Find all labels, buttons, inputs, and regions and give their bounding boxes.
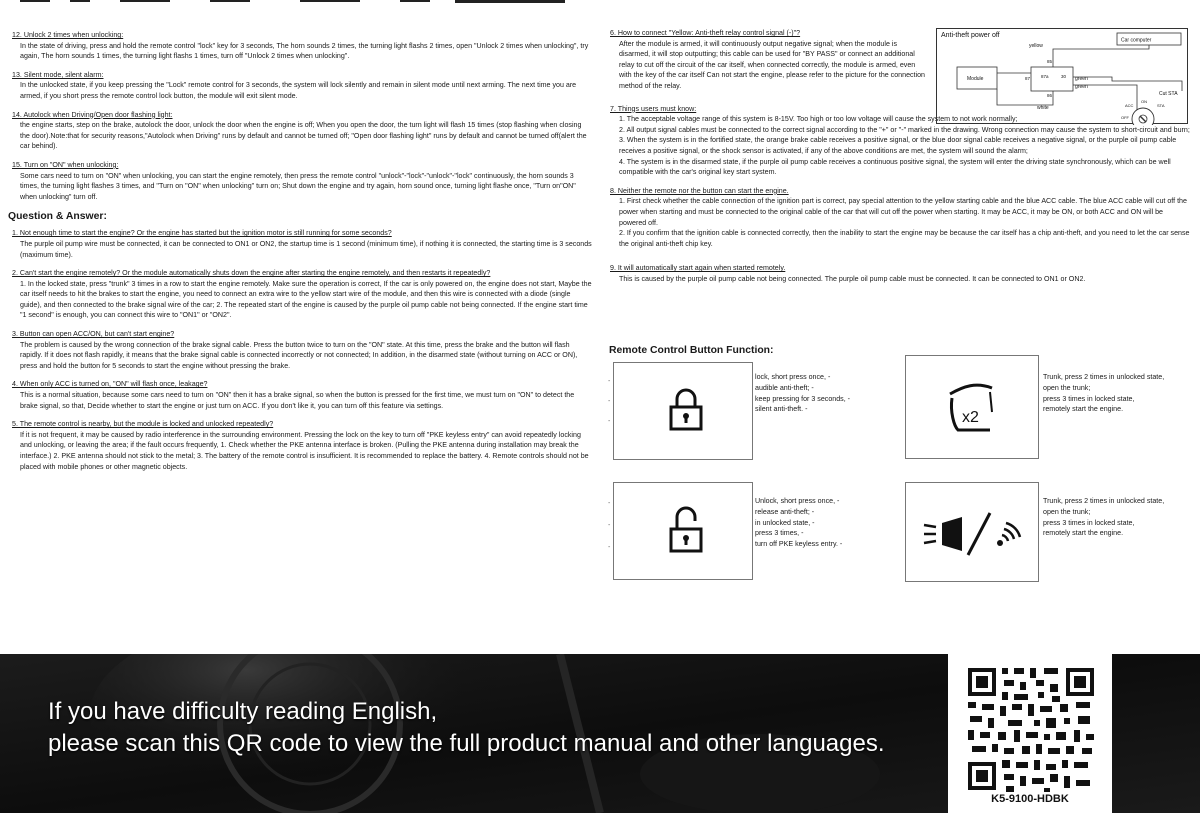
footer-line-1: If you have difficulty reading English, bbox=[48, 698, 438, 725]
item-body: the engine starts, step on the brake, autolock the door, unlock the door when the engine is off; When you open the door, the turn light will flash 15 times (stop flashing when closing the door).Note:that for security reasons,"Autolock when Driving" runs by default and cannot be turned off; "Open door flashing light" runs by default and cannot be turned off(alert the car behind). bbox=[20, 121, 587, 151]
footer-banner bbox=[0, 654, 1200, 813]
qa-answer: The purple oil pump wire must be connected, it can be connected to ON1 or ON2, the startup time is 1 second (minimum time), if nothing it is connected, the starting time is 3 seconds (maximum time). bbox=[20, 239, 592, 259]
x2-label: x2 bbox=[962, 409, 979, 426]
instruction-item-9 bbox=[610, 263, 1190, 284]
white-wire-label: white bbox=[1037, 105, 1049, 111]
panel-dash: - bbox=[608, 398, 611, 405]
item-heading: 15. Turn on "ON" when unlocking: bbox=[12, 160, 119, 169]
cropped-header-strip bbox=[0, 0, 1200, 6]
lock-icon bbox=[666, 387, 706, 433]
panel-dash: - bbox=[608, 418, 611, 425]
item-heading: 8. Neither the remote nor the button can start the engine. bbox=[610, 186, 789, 195]
pin-86: 86 bbox=[1047, 93, 1053, 98]
yellow-wire-label: yellow bbox=[1029, 43, 1043, 49]
relay-wiring-diagram bbox=[936, 28, 1188, 124]
module-label: Module bbox=[967, 76, 984, 82]
left-column bbox=[8, 30, 592, 480]
qr-code bbox=[948, 660, 1112, 796]
qa-question: 1. Not enough time to start the engine? Or the engine has started but the ignition motor is still running for some seconds? bbox=[12, 229, 392, 238]
remote-start-icon bbox=[918, 509, 1028, 559]
qa-answer: This is a normal situation, because some cars need to turn on "ON" then it has a brake signal, so when the button is pressed for the first time, we must turn on "ON" to detect the brake signal, so that, Decide whether to start the engine or just turn on ACC. If you don't like it, you can turn off this feature via settings. bbox=[20, 391, 575, 410]
sta-label: STA bbox=[1157, 103, 1165, 108]
qa-item-1 bbox=[12, 228, 592, 260]
qa-answer: If it is not frequent, it may be caused by radio interference in the surrounding environment. Pressing the lock on the key to turn off "PKE keyless entry" can avoid repeatedly locking and unlocking, or leaving the area; if the fault occurs frequently, 1. Check whether the PKE antenna interface is broken. (Pulling the PKE antenna during installation may break the interface.) 2. PKE antenna should not stick to the metal; 3. The battery of the remote control is insufficient. It is recommended to replace the battery. 4. Remote controls should not be placed with mobile phones or other magnetic objects. bbox=[20, 430, 589, 471]
item-body: In the state of driving, press and hold the remote control "lock" key for 3 seconds, The horn sounds 2 times, the turning light flashs 2 times, open "Unlock 2 times when unlocking", try again, The horn sounds 1 times, the turning light flashs 1 times, turn off "Unlock 2 times when unlocking". bbox=[20, 41, 589, 61]
unlock-button-description: Unlock, short press once, - release anti-theft; - in unlocked state, - press 3 times, - turn off PKE keyless entry. - bbox=[755, 497, 843, 549]
trunk-icon bbox=[944, 382, 1004, 438]
item-heading: 9. It will automatically start again when started remotely. bbox=[610, 264, 786, 273]
qa-answer: The problem is caused by the wrong connection of the brake signal cable. Press the button twice to turn on the "ON" state. At this time, press the brake and the button will flash rapidly. If it does not flash rapidly, it means that the brake signal cable is connected incorrectly or not connected; In addition, in the disarmed state (without turning on ACC or ON), press and hold the button for 5 seconds to start the engine without pressing the brake. bbox=[20, 340, 578, 370]
pin-85: 85 bbox=[1047, 59, 1053, 64]
car-computer-label: Car computer bbox=[1121, 37, 1152, 44]
instruction-item-13 bbox=[12, 70, 592, 102]
item-body: Some cars need to turn on "ON" when unlocking, you can start the engine remotely, then press the remote control "unlock"-"lock"-"unlock"-"lock" continuously, the horn sounds 3 times, the turning light flashes 3 times, and "Turn on "ON" when unlocking" turn on; Shut down the engine and try again, horn sound once, turning light flashe once, "Turn on"ON" when unlocking" turn off. bbox=[20, 171, 576, 201]
item-body: After the module is armed, it will continuously output negative signal; when the module is disarmed, it will stop outputting; this cable can be used for "BY PASS" or connect an additional relay to cut off the circuit of the car itself, when connected correctly, the module is armed, even with the key of the car itself Can not start the engine, please refer to the picture for the connection method of the relay. bbox=[619, 39, 925, 90]
trunk-button-panel-1 bbox=[905, 355, 1039, 459]
qa-question: 2. Can't start the engine remotely? Or the module automatically shuts down the engine after starting the engine remotely, and then restarts it repeatedly? bbox=[12, 269, 491, 278]
lock-button-panel bbox=[613, 362, 753, 460]
item-body: 1. First check whether the cable connection of the ignition part is correct, pay special attention to the yellow starting cable and the blue ACC cable. The blue ACC cable will cut off the power when starting and must be connected to the original cable of the car that will cut off the power when starting. It may be ACC, it may be ON, or both ACC and ON will be powered off. 2. If you confirm that the ignition cable is connected correctly, then the inability to start the engine may be because the car itself has a chip anti-theft, and you need to let the car sense the original anti-theft chip key. bbox=[619, 197, 1190, 248]
relay-box bbox=[1031, 67, 1073, 91]
qa-item-3 bbox=[12, 329, 592, 371]
instruction-item-15 bbox=[12, 160, 592, 202]
qa-question: 5. The remote control is nearby, but the module is locked and unlocked repeatedly? bbox=[12, 420, 274, 429]
item-heading: 12. Unlock 2 times when unlocking: bbox=[12, 31, 124, 39]
item-body: 1. The acceptable voltage range of this system is 8-15V. Too high or too low voltage will cause the system to not work normally; 2. All output signal cables must be connected to the correct signal according to the "+" or "-" marked in the drawing. Wrong connection may cause the system to short-circuit and burn; 3. When the system is in the fortified state, the orange brake cable receives a positive signal, or the blue door signal cable receives a negative signal, or the purple oil pump cable receives a positive signal, or the shock sensor is activated, if any of the above conditions are met, the system will sound the alarm; 4. The system is in the disarmed state, if the purple oil pump cable receives a continuous positive signal, the system will enter the driving state synchronously, which can be well compatible with the car's original key start system. bbox=[619, 115, 1190, 177]
product-model-code: K5-9100-HDBK bbox=[991, 793, 1069, 805]
panel-dash: - bbox=[608, 522, 611, 529]
qa-section-title: Question & Answer: bbox=[8, 211, 107, 223]
ignition-switch bbox=[1132, 108, 1154, 125]
acc-label: ACC bbox=[1125, 103, 1134, 108]
item-heading: 6. How to connect "Yellow: Anti-theft relay control signal (-)"? bbox=[610, 29, 801, 37]
pin-87: 87 bbox=[1025, 76, 1031, 81]
green-wire-label-1: green bbox=[1075, 76, 1088, 82]
item-heading: 13. Silent mode, silent alarm: bbox=[12, 70, 104, 79]
qa-question: 3. Button can open ACC/ON, but can't start engine? bbox=[12, 330, 175, 339]
pin-87a: 87a bbox=[1041, 74, 1049, 79]
item-heading: 7. Things users must know: bbox=[610, 104, 697, 113]
lock-button-description: lock, short press once, - audible anti-theft; - keep pressing for 3 seconds, - silent anti-theft. - bbox=[755, 373, 851, 414]
trunk-button-panel-2 bbox=[905, 482, 1039, 582]
qr-code-block bbox=[948, 654, 1112, 813]
instruction-item-12 bbox=[12, 30, 592, 62]
footer-line-2: please scan this QR code to view the full product manual and other languages. bbox=[48, 730, 885, 757]
trunk-button-description-2: Trunk, press 2 times in unlocked state, open the trunk; press 3 times in locked state, remotely start the engine. bbox=[1043, 497, 1165, 538]
remote-functions-title: Remote Control Button Function: bbox=[609, 345, 774, 356]
on-label: ON bbox=[1141, 99, 1147, 104]
qa-item-4 bbox=[12, 379, 592, 411]
panel-dash: - bbox=[608, 378, 611, 385]
qa-question: 4. When only ACC is turned on, "ON" will flash once, leakage? bbox=[12, 380, 208, 389]
item-body: This is caused by the purple oil pump cable not being connected. The purple oil pump cable must be connected. It can be connected to ON1 or ON2. bbox=[619, 274, 1086, 283]
green-wire-label-2: green bbox=[1075, 84, 1088, 90]
unlock-button-panel bbox=[613, 482, 753, 580]
pin-30: 30 bbox=[1061, 74, 1067, 79]
cut-sta-label: Cut STA bbox=[1159, 91, 1178, 97]
qa-item-2 bbox=[12, 268, 592, 321]
panel-dash: - bbox=[608, 500, 611, 507]
unlock-icon bbox=[666, 505, 706, 555]
off-label: OFF bbox=[1121, 115, 1129, 120]
wiring-svg bbox=[937, 29, 1189, 125]
diagram-title: Anti-theft power off bbox=[941, 32, 1000, 39]
item-heading: 14. Autolock when Driving/Open door flashing light: bbox=[12, 110, 173, 119]
item-body: In the unlocked state, if you keep pressing the "Lock" remote control for 3 seconds, the system will lock silently and remain in silent mode until next arming. The next time you are armed, if you short press the remote control lock button, the module will exit silent mode. bbox=[20, 81, 577, 100]
qa-answer: 1. In the locked state, press "trunk" 3 times in a row to start the engine remotely. Make sure the operation is correct, If the car is only powered on, the engine does not start, Maybe the car itself needs to hit the brakes to start the engine, you need to connect an extra wire to the yellow start wire of the module, and then this wire is connected with a diode (single guide), and then connected to the brake signal wire of the car; 2. The repeated start of the engine is caused by the purple oil pump cable not being connected. If the engine start time "1 second" is enough, you can connect this wire to "ON1" or "ON2". bbox=[20, 279, 592, 320]
trunk-button-description-1: Trunk, press 2 times in unlocked state, open the trunk; press 3 times in locked state, remotely start the engine. bbox=[1043, 373, 1165, 414]
instruction-item-14 bbox=[12, 110, 592, 152]
qa-item-5 bbox=[12, 419, 592, 472]
panel-dash: - bbox=[608, 544, 611, 551]
instruction-item-8 bbox=[610, 186, 1190, 250]
